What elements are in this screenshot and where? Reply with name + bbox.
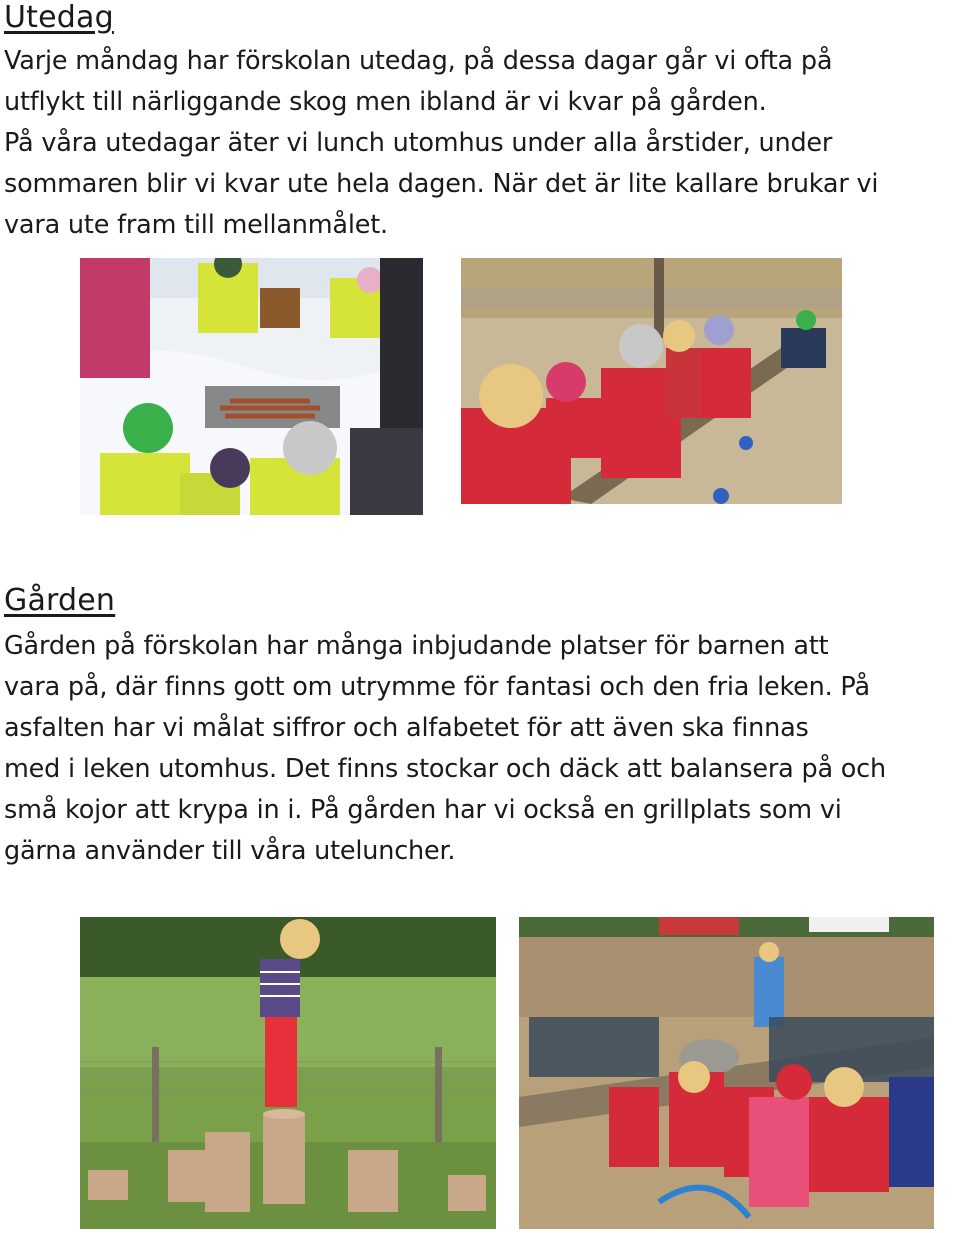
heading-garden: Gården	[4, 583, 116, 618]
text-line: vara ute fram till mellanmålet.	[4, 210, 388, 240]
paragraph-utedag	[4, 41, 960, 246]
photo-group-fire-pit	[519, 917, 934, 1229]
text-line: Gården på förskolan har många inbjudande platser för barnen att	[4, 631, 829, 661]
photo-snow-grill	[80, 258, 423, 515]
text-line: Varje måndag har förskolan utedag, på dessa dagar går vi ofta på	[4, 46, 833, 76]
text-line: vara på, där finns gott om utrymme för fantasi och den fria leken. På	[4, 672, 870, 702]
text-line: På våra utedagar äter vi lunch utomhus under alla årstider, under	[4, 128, 833, 158]
text-line: asfalten har vi målat siffror och alfabetet för att även ska finnas	[4, 713, 809, 743]
paragraph-garden	[4, 626, 960, 872]
text-line: med i leken utomhus. Det finns stockar och däck att balansera på och	[4, 754, 886, 784]
text-line: sommaren blir vi kvar ute hela dagen. När det är lite kallare brukar vi	[4, 169, 879, 199]
text-line: gärna använder till våra uteluncher.	[4, 836, 456, 866]
text-line: små kojor att krypa in i. På gården har vi också en grillplats som vi	[4, 795, 842, 825]
text-line: utflykt till närliggande skog men ibland är vi kvar på gården.	[4, 87, 767, 117]
photo-outdoor-lunch	[461, 258, 842, 504]
heading-utedag: Utedag	[4, 0, 114, 35]
photo-balancing-stumps	[80, 917, 496, 1229]
